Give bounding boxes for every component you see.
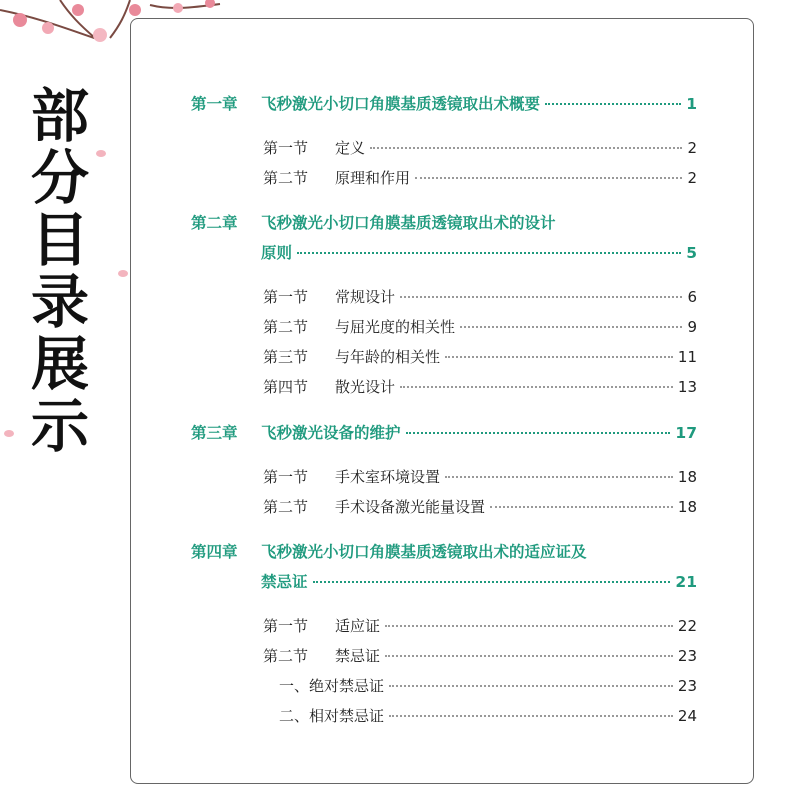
section-title: 定义 <box>335 139 366 157</box>
section-title: 适应证 <box>335 617 381 635</box>
section-number: 第二节 <box>263 498 309 516</box>
toc-chapter-4-line1 <box>191 540 587 562</box>
section-title: 手术设备激光能量设置 <box>335 498 486 516</box>
section-number: 第三节 <box>263 348 309 366</box>
page-number: 23 <box>677 647 697 665</box>
toc-section <box>263 496 697 517</box>
toc-subsection <box>279 675 697 696</box>
chapter-number: 第二章 <box>191 214 238 232</box>
page-number: 24 <box>677 707 697 725</box>
petal-decoration <box>118 270 128 277</box>
page-number: 18 <box>677 498 697 516</box>
toc-subsection <box>279 705 697 726</box>
chapter-title: 飞秒激光小切口角膜基质透镜取出术概要 <box>261 95 541 113</box>
side-title <box>18 82 102 460</box>
dot-leader <box>389 715 673 717</box>
page-number: 17 <box>675 424 697 442</box>
side-title-char: 目 <box>30 206 89 274</box>
toc-chapter-4-line2 <box>191 570 697 592</box>
dot-leader <box>385 625 673 627</box>
toc-panel <box>130 18 754 784</box>
toc-section <box>263 645 697 666</box>
section-title: 原理和作用 <box>335 169 411 187</box>
chapter-number: 第三章 <box>191 424 238 442</box>
section-number: 第二节 <box>263 169 309 187</box>
section-title: 手术室环境设置 <box>335 468 441 486</box>
section-number: 第四节 <box>263 378 309 396</box>
dot-leader <box>415 177 682 179</box>
dot-leader <box>400 386 673 388</box>
section-number: 第一节 <box>263 288 309 306</box>
side-title-char: 展 <box>30 330 89 398</box>
dot-leader <box>545 103 681 105</box>
chapter-title: 飞秒激光小切口角膜基质透镜取出术的设计 <box>261 214 556 232</box>
chapter-title-cont: 禁忌证 <box>261 573 308 591</box>
section-number: 第二节 <box>263 647 309 665</box>
page-number: 22 <box>677 617 697 635</box>
chapter-number: 第一章 <box>191 95 238 113</box>
side-title-char: 录 <box>30 268 89 336</box>
petal-decoration <box>4 430 14 437</box>
page-number: 18 <box>677 468 697 486</box>
dot-leader <box>406 432 671 434</box>
page-number: 5 <box>686 244 697 262</box>
toc-chapter-2-line1 <box>191 211 556 233</box>
chapter-title: 飞秒激光小切口角膜基质透镜取出术的适应证及 <box>261 543 587 561</box>
side-title-char: 示 <box>30 392 89 460</box>
toc-section <box>263 286 697 307</box>
section-number: 第二节 <box>263 318 309 336</box>
dot-leader <box>460 326 682 328</box>
dot-leader <box>400 296 682 298</box>
page-number: 2 <box>687 139 697 157</box>
dot-leader <box>490 506 673 508</box>
subsection-title: 二、相对禁忌证 <box>279 707 385 725</box>
toc-section <box>263 346 697 367</box>
section-title: 与年龄的相关性 <box>335 348 441 366</box>
section-number: 第一节 <box>263 617 309 635</box>
section-number: 第一节 <box>263 468 309 486</box>
side-title-char: 部 <box>30 82 89 150</box>
chapter-title-cont: 原则 <box>261 244 293 262</box>
section-title: 散光设计 <box>335 378 396 396</box>
chapter-number: 第四章 <box>191 543 238 561</box>
dot-leader <box>297 252 681 254</box>
toc-section <box>263 615 697 636</box>
dot-leader <box>313 581 671 583</box>
subsection-title: 一、绝对禁忌证 <box>279 677 385 695</box>
section-title: 与屈光度的相关性 <box>335 318 456 336</box>
dot-leader <box>385 655 673 657</box>
toc-section <box>263 316 697 337</box>
page-number: 9 <box>687 318 697 336</box>
toc-section <box>263 167 697 188</box>
page-number: 13 <box>677 378 697 396</box>
side-title-char: 分 <box>30 144 89 212</box>
toc-section <box>263 466 697 487</box>
dot-leader <box>445 356 673 358</box>
section-number: 第一节 <box>263 139 309 157</box>
toc-chapter-1 <box>191 92 697 114</box>
page-number: 11 <box>677 348 697 366</box>
page-number: 23 <box>677 677 697 695</box>
toc-section <box>263 137 697 158</box>
section-title: 常规设计 <box>335 288 396 306</box>
chapter-title: 飞秒激光设备的维护 <box>261 424 401 442</box>
dot-leader <box>370 147 682 149</box>
page-number: 6 <box>687 288 697 306</box>
toc-chapter-2-line2 <box>191 241 697 263</box>
toc-section <box>263 376 697 397</box>
dot-leader <box>389 685 673 687</box>
dot-leader <box>445 476 673 478</box>
page-number: 1 <box>686 95 697 113</box>
page-number: 2 <box>687 169 697 187</box>
page-number: 21 <box>675 573 697 591</box>
section-title: 禁忌证 <box>335 647 381 665</box>
toc-chapter-3 <box>191 421 697 443</box>
